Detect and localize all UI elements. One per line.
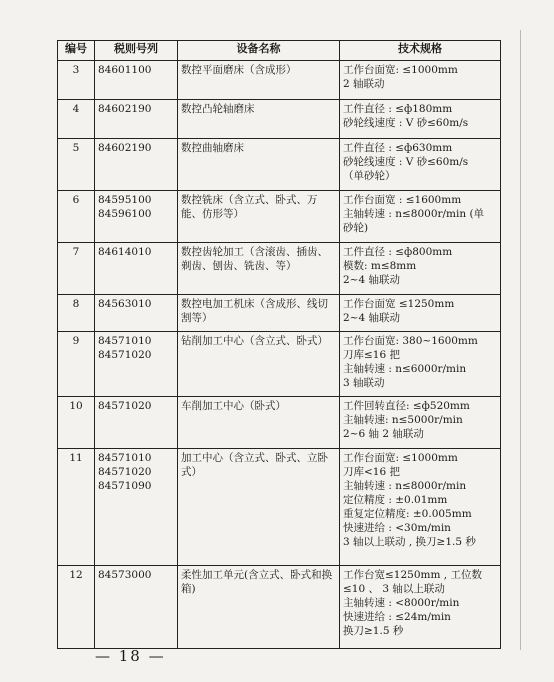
spec-line: 2~4 轴联动 xyxy=(343,274,400,286)
spec-line: 快速进给 : <30m/min xyxy=(343,522,451,534)
tariff-codes-cell xyxy=(95,449,178,566)
tariff-code: 84614010 xyxy=(98,246,152,258)
row-number: 3 xyxy=(58,61,95,100)
tariff-code: 84571020 xyxy=(98,400,152,412)
table-row xyxy=(58,566,501,649)
table-row xyxy=(58,449,501,566)
spec-line: 砂轮) xyxy=(343,222,369,234)
header-equipment-name: 设备名称 xyxy=(178,41,340,61)
table-row xyxy=(58,397,501,449)
spec-line: 2~6 轴 2 轴联动 xyxy=(343,428,424,440)
spec-line: 砂轮线速度 : V 砂≤60m/s xyxy=(343,156,469,168)
table-row xyxy=(58,61,501,100)
spec-line: 工件回转直径: ≤ф520mm xyxy=(343,400,470,412)
technical-spec-cell xyxy=(340,243,501,295)
equipment-name: 加工中心（含立式、卧式、立卧式） xyxy=(178,449,340,566)
tariff-code: 84571020 xyxy=(98,466,152,478)
table-row xyxy=(58,243,501,295)
technical-spec-cell xyxy=(340,295,501,332)
tariff-codes-cell xyxy=(95,100,178,139)
technical-spec-cell xyxy=(340,449,501,566)
spec-line: 主轴转速: n≤5000r/min xyxy=(343,414,463,426)
table-row xyxy=(58,139,501,191)
tariff-code: 84571090 xyxy=(98,480,152,492)
spec-line: 砂轮线速度 : V 砂≤60m/s xyxy=(343,117,469,129)
spec-line: 2 轴联动 xyxy=(343,78,385,90)
spec-line: 工作台面宽 ≤1250mm xyxy=(343,298,455,310)
tariff-codes-cell xyxy=(95,295,178,332)
tariff-codes-cell xyxy=(95,191,178,243)
technical-spec-cell xyxy=(340,397,501,449)
row-number: 11 xyxy=(58,449,95,566)
row-number: 10 xyxy=(58,397,95,449)
row-number: 6 xyxy=(58,191,95,243)
technical-spec-cell xyxy=(340,332,501,397)
spec-line: 工作台宽≤1250mm , 工位数 xyxy=(343,569,482,581)
tariff-code: 84571010 xyxy=(98,335,152,347)
header-tariff-code: 税则号列 xyxy=(95,41,178,61)
spec-line: 主轴转速 : <8000r/min xyxy=(343,597,460,609)
tariff-code: 84596100 xyxy=(98,208,152,220)
spec-line: ≤10 、 3 轴以上联动 xyxy=(343,583,445,595)
spec-line: 刀库≤16 把 xyxy=(343,349,400,361)
equipment-name: 数控电加工机床（含成形、线切割等） xyxy=(178,295,340,332)
spec-line: 主轴转速 : n≤8000r/min (单 xyxy=(343,208,485,220)
spec-line: 3 轴以上联动 , 换刀≥1.5 秒 xyxy=(343,536,476,548)
row-number: 5 xyxy=(58,139,95,191)
tariff-code: 84571020 xyxy=(98,349,152,361)
equipment-name: 数控凸轮轴磨床 xyxy=(178,100,340,139)
header-number: 编号 xyxy=(58,41,95,61)
spec-line: 工件直径 : ≤ф800mm xyxy=(343,246,453,258)
spec-line: 主轴转速 : n≤8000r/min xyxy=(343,480,467,492)
equipment-name: 车削加工中心（卧式） xyxy=(178,397,340,449)
tariff-code: 84602190 xyxy=(98,103,152,115)
spec-line: 模数: m≤8mm xyxy=(343,260,417,272)
spec-line: 2~4 轴联动 xyxy=(343,312,400,324)
tariff-codes-cell xyxy=(95,243,178,295)
table-row xyxy=(58,100,501,139)
row-number: 12 xyxy=(58,566,95,649)
technical-spec-cell xyxy=(340,100,501,139)
technical-spec-cell xyxy=(340,191,501,243)
tariff-codes-cell xyxy=(95,397,178,449)
page-edge-line xyxy=(520,30,521,650)
equipment-name: 柔性加工单元(含立式、卧式和换箱) xyxy=(178,566,340,649)
row-number: 8 xyxy=(58,295,95,332)
spec-line: 换刀≥1.5 秒 xyxy=(343,625,404,637)
tariff-codes-cell xyxy=(95,566,178,649)
spec-line: 3 轴联动 xyxy=(343,377,385,389)
table-row xyxy=(58,191,501,243)
spec-line: 工作台面宽 : ≤1600mm xyxy=(343,194,462,206)
equipment-name: 数控平面磨床（含成形） xyxy=(178,61,340,100)
row-number: 9 xyxy=(58,332,95,397)
tariff-code: 84601100 xyxy=(98,64,152,76)
spec-line: 工件直径 : ≤ф180mm xyxy=(343,103,453,115)
spec-line: 工件直径 : ≤ф630mm xyxy=(343,142,453,154)
equipment-name: 钻削加工中心（含立式、卧式） xyxy=(178,332,340,397)
spec-line: 刀库<16 把 xyxy=(343,466,400,478)
tariff-code: 84571010 xyxy=(98,452,152,464)
equipment-name: 数控齿轮加工（含滚齿、插齿、剃齿、刨齿、铣齿、等） xyxy=(178,243,340,295)
spec-line: 工作台面宽: ≤1000mm xyxy=(343,452,458,464)
technical-spec-cell xyxy=(340,139,501,191)
equipment-spec-table xyxy=(57,40,501,649)
tariff-code: 84563010 xyxy=(98,298,152,310)
tariff-codes-cell xyxy=(95,139,178,191)
row-number: 7 xyxy=(58,243,95,295)
spec-line: 主轴转速 : n≤6000r/min xyxy=(343,363,467,375)
technical-spec-cell xyxy=(340,566,501,649)
spec-line: 工作台面宽: ≤1000mm xyxy=(343,64,458,76)
spec-line: 定位精度 : ±0.01mm xyxy=(343,494,448,506)
table-body xyxy=(58,61,501,649)
spec-line: （单砂轮） xyxy=(343,170,396,182)
spec-line: 重复定位精度: ±0.005mm xyxy=(343,508,472,520)
technical-spec-cell xyxy=(340,61,501,100)
tariff-code: 84595100 xyxy=(98,194,152,206)
table-header-row xyxy=(58,41,501,61)
spec-line: 工作台面宽: 380~1600mm xyxy=(343,335,478,347)
equipment-name: 数控铣床（含立式、卧式、万能、仿形等） xyxy=(178,191,340,243)
tariff-code: 84573000 xyxy=(98,569,152,581)
equipment-name: 数控曲轴磨床 xyxy=(178,139,340,191)
spec-line: 快速进给 : ≤24m/min xyxy=(343,611,451,623)
table-row xyxy=(58,332,501,397)
header-technical-spec: 技术规格 xyxy=(340,41,501,61)
tariff-codes-cell xyxy=(95,61,178,100)
page-number: — 18 — xyxy=(95,647,166,665)
row-number: 4 xyxy=(58,100,95,139)
tariff-codes-cell xyxy=(95,332,178,397)
tariff-code: 84602190 xyxy=(98,142,152,154)
table-row xyxy=(58,295,501,332)
